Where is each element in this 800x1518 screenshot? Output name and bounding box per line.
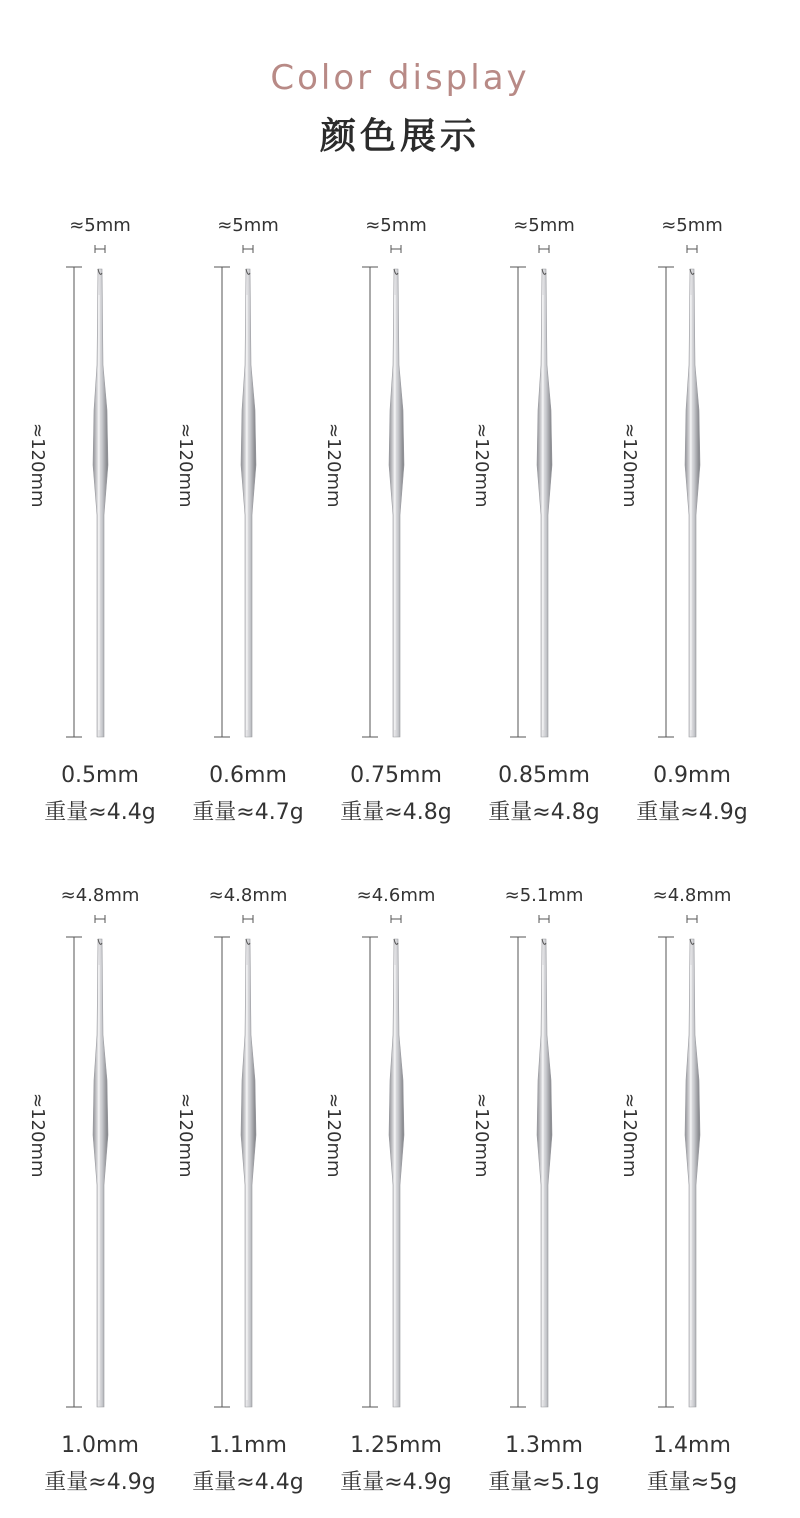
hook-size-label: 0.9mm	[653, 763, 731, 788]
hook-size-label: 0.75mm	[350, 763, 442, 788]
hook-width-label: ≈5mm	[661, 215, 723, 236]
hook-body	[241, 939, 256, 1407]
hook-size-label: 0.6mm	[209, 763, 287, 788]
hook-size-label: 0.5mm	[61, 763, 139, 788]
hook-width-label: ≈4.8mm	[208, 885, 288, 906]
length-dimension-marker	[658, 937, 674, 1407]
hook-width-label: ≈5mm	[217, 215, 279, 236]
hook-length-label: ≈120mm	[27, 422, 48, 508]
length-dimension-marker	[362, 937, 378, 1407]
hook-size-label: 1.4mm	[653, 1433, 731, 1458]
hook-width-label: ≈5mm	[513, 215, 575, 236]
hook-weight-label: 重量≈5.1g	[488, 1470, 600, 1495]
hook-body	[389, 269, 404, 737]
width-dimension-marker	[243, 915, 253, 923]
length-dimension-marker	[214, 937, 230, 1407]
width-dimension-marker	[391, 915, 401, 923]
hook-length-label: ≈120mm	[323, 422, 344, 508]
width-dimension-marker	[95, 915, 105, 923]
hook-length-label: ≈120mm	[175, 422, 196, 508]
hook-length-label: ≈120mm	[175, 1092, 196, 1178]
hook-width-label: ≈5mm	[69, 215, 131, 236]
hook-weight-label: 重量≈4.9g	[340, 1470, 452, 1495]
hook-card	[322, 885, 470, 1495]
hook-card	[470, 885, 618, 1495]
hook-body	[685, 939, 700, 1407]
hook-card	[322, 215, 470, 825]
hook-body	[389, 939, 404, 1407]
crochet-hook-image	[26, 215, 174, 755]
crochet-hook-image	[174, 885, 322, 1425]
length-dimension-marker	[66, 267, 82, 737]
crochet-hook-image	[618, 215, 766, 755]
hook-length-label: ≈120mm	[27, 1092, 48, 1178]
hook-card	[26, 885, 174, 1495]
hook-card	[618, 885, 766, 1495]
length-dimension-marker	[510, 267, 526, 737]
hook-width-label: ≈4.8mm	[60, 885, 140, 906]
width-dimension-marker	[539, 915, 549, 923]
hook-width-label: ≈4.6mm	[356, 885, 436, 906]
crochet-hook-image	[174, 215, 322, 755]
hook-weight-label: 重量≈4.4g	[192, 1470, 304, 1495]
crochet-hook-image	[470, 885, 618, 1425]
hook-weight-label: 重量≈4.9g	[636, 800, 748, 825]
hook-weight-label: 重量≈4.8g	[488, 800, 600, 825]
hook-card	[174, 215, 322, 825]
hook-weight-label: 重量≈4.7g	[192, 800, 304, 825]
hook-size-label: 1.1mm	[209, 1433, 287, 1458]
hook-body	[241, 269, 256, 737]
width-dimension-marker	[687, 915, 697, 923]
length-dimension-marker	[214, 267, 230, 737]
hook-weight-label: 重量≈4.9g	[44, 1470, 156, 1495]
hook-length-label: ≈120mm	[619, 1092, 640, 1178]
crochet-hook-image	[322, 215, 470, 755]
hook-weight-label: 重量≈4.8g	[340, 800, 452, 825]
hook-body	[537, 269, 552, 737]
width-dimension-marker	[687, 245, 697, 253]
length-dimension-marker	[362, 267, 378, 737]
crochet-hook-image	[470, 215, 618, 755]
length-dimension-marker	[66, 937, 82, 1407]
length-dimension-marker	[510, 937, 526, 1407]
hook-size-label: 1.3mm	[505, 1433, 583, 1458]
hook-size-label: 1.0mm	[61, 1433, 139, 1458]
crochet-hook-image	[618, 885, 766, 1425]
title-english: Color display	[270, 58, 530, 98]
hook-width-label: ≈5mm	[365, 215, 427, 236]
width-dimension-marker	[243, 245, 253, 253]
hook-weight-label: 重量≈4.4g	[44, 800, 156, 825]
width-dimension-marker	[391, 245, 401, 253]
hook-length-label: ≈120mm	[619, 422, 640, 508]
width-dimension-marker	[539, 245, 549, 253]
title-chinese: 颜色展示	[319, 116, 480, 157]
hook-body	[93, 939, 108, 1407]
hook-size-label: 0.85mm	[498, 763, 590, 788]
hook-card	[618, 215, 766, 825]
hook-size-label: 1.25mm	[350, 1433, 442, 1458]
hook-body	[93, 269, 108, 737]
hook-card	[174, 885, 322, 1495]
hook-length-label: ≈120mm	[471, 1092, 492, 1178]
hook-card	[470, 215, 618, 825]
crochet-hook-image	[322, 885, 470, 1425]
hook-body	[537, 939, 552, 1407]
width-dimension-marker	[95, 245, 105, 253]
hook-length-label: ≈120mm	[471, 422, 492, 508]
length-dimension-marker	[658, 267, 674, 737]
hook-width-label: ≈4.8mm	[652, 885, 732, 906]
hook-body	[685, 269, 700, 737]
hook-width-label: ≈5.1mm	[504, 885, 584, 906]
hook-card	[26, 215, 174, 825]
crochet-hook-image	[26, 885, 174, 1425]
hook-weight-label: 重量≈5g	[646, 1470, 738, 1495]
hook-length-label: ≈120mm	[323, 1092, 344, 1178]
